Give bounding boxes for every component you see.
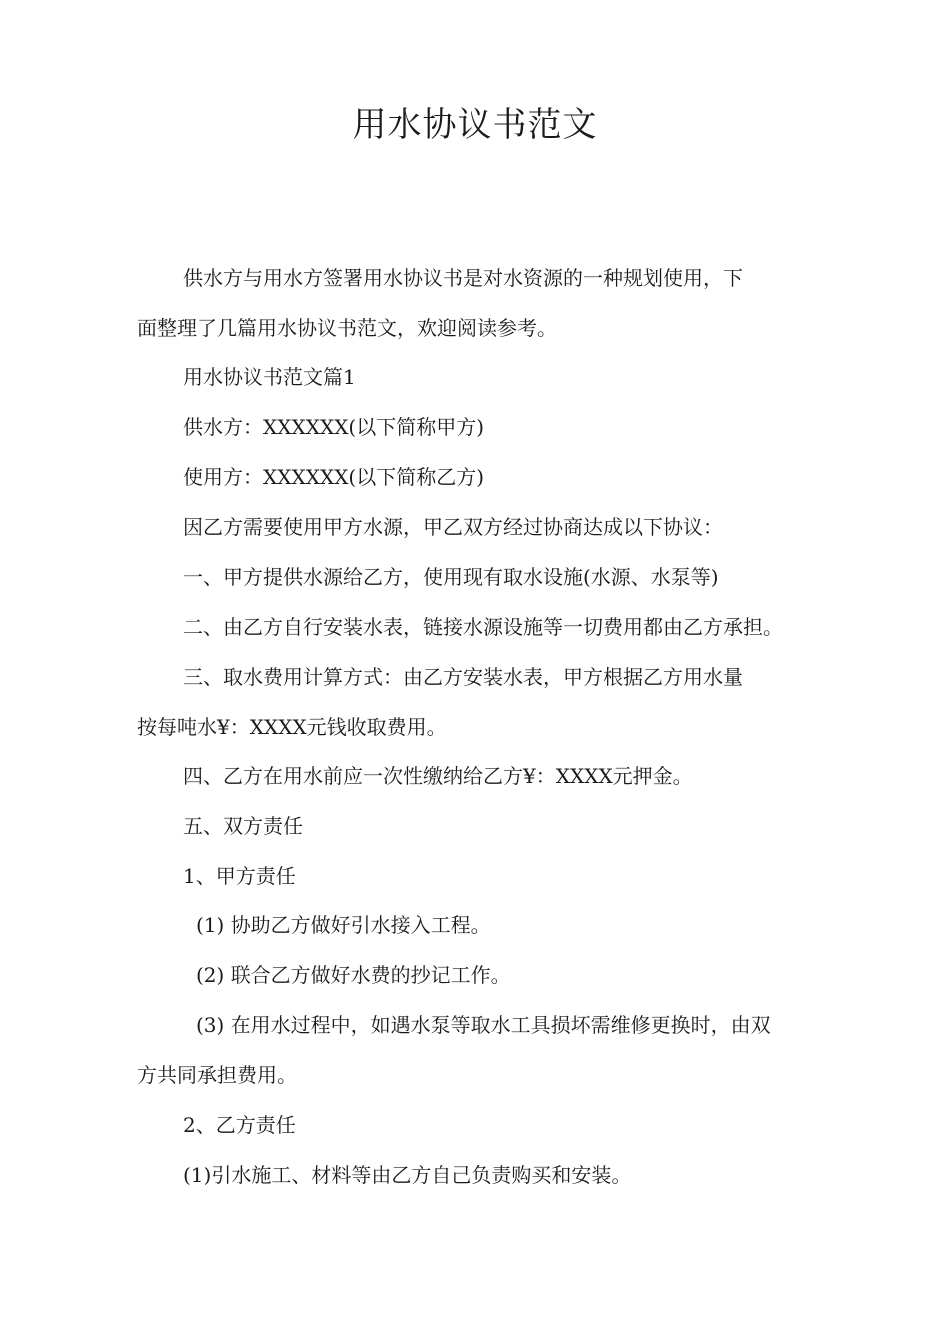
paragraph-line: 四、乙方在用水前应一次性缴纳给乙方¥：XXXX元押金。 — [183, 764, 693, 788]
paragraph-line: 2、乙方责任 — [183, 1113, 296, 1137]
paragraph-line: 1、甲方责任 — [183, 864, 296, 888]
paragraph-line: 使用方：XXXXXX(以下简称乙方) — [183, 465, 485, 489]
document-title: 用水协议书范文 — [352, 105, 598, 145]
paragraph-line: (2) 联合乙方做好水费的抄记工作。 — [196, 963, 511, 987]
section-heading: 用水协议书范文篇1 — [183, 365, 356, 389]
paragraph-line: 二、由乙方自行安装水表，链接水源设施等一切费用都由乙方承担。 — [183, 615, 783, 639]
paragraph-line: 方共同承担费用。 — [137, 1063, 297, 1087]
paragraph-line: 五、双方责任 — [183, 814, 303, 838]
paragraph-line: 供水方：XXXXXX(以下简称甲方) — [183, 415, 485, 439]
paragraph-line: 供水方与用水方签署用水协议书是对水资源的一种规划使用，下 — [183, 266, 743, 290]
paragraph-line: 面整理了几篇用水协议书范文，欢迎阅读参考。 — [137, 316, 557, 340]
paragraph-line: 按每吨水¥：XXXX元钱收取费用。 — [137, 715, 447, 739]
paragraph-line: 因乙方需要使用甲方水源，甲乙双方经过协商达成以下协议： — [183, 515, 723, 539]
paragraph-line: (3) 在用水过程中，如遇水泵等取水工具损坏需维修更换时，由双 — [196, 1013, 771, 1037]
paragraph-line: (1) 协助乙方做好引水接入工程。 — [196, 913, 491, 937]
paragraph-line: (1)引水施工、材料等由乙方自己负责购买和安装。 — [183, 1163, 632, 1187]
paragraph-line: 三、取水费用计算方式：由乙方安装水表，甲方根据乙方用水量 — [183, 665, 743, 689]
paragraph-line: 一、甲方提供水源给乙方，使用现有取水设施(水源、水泵等) — [183, 565, 719, 589]
